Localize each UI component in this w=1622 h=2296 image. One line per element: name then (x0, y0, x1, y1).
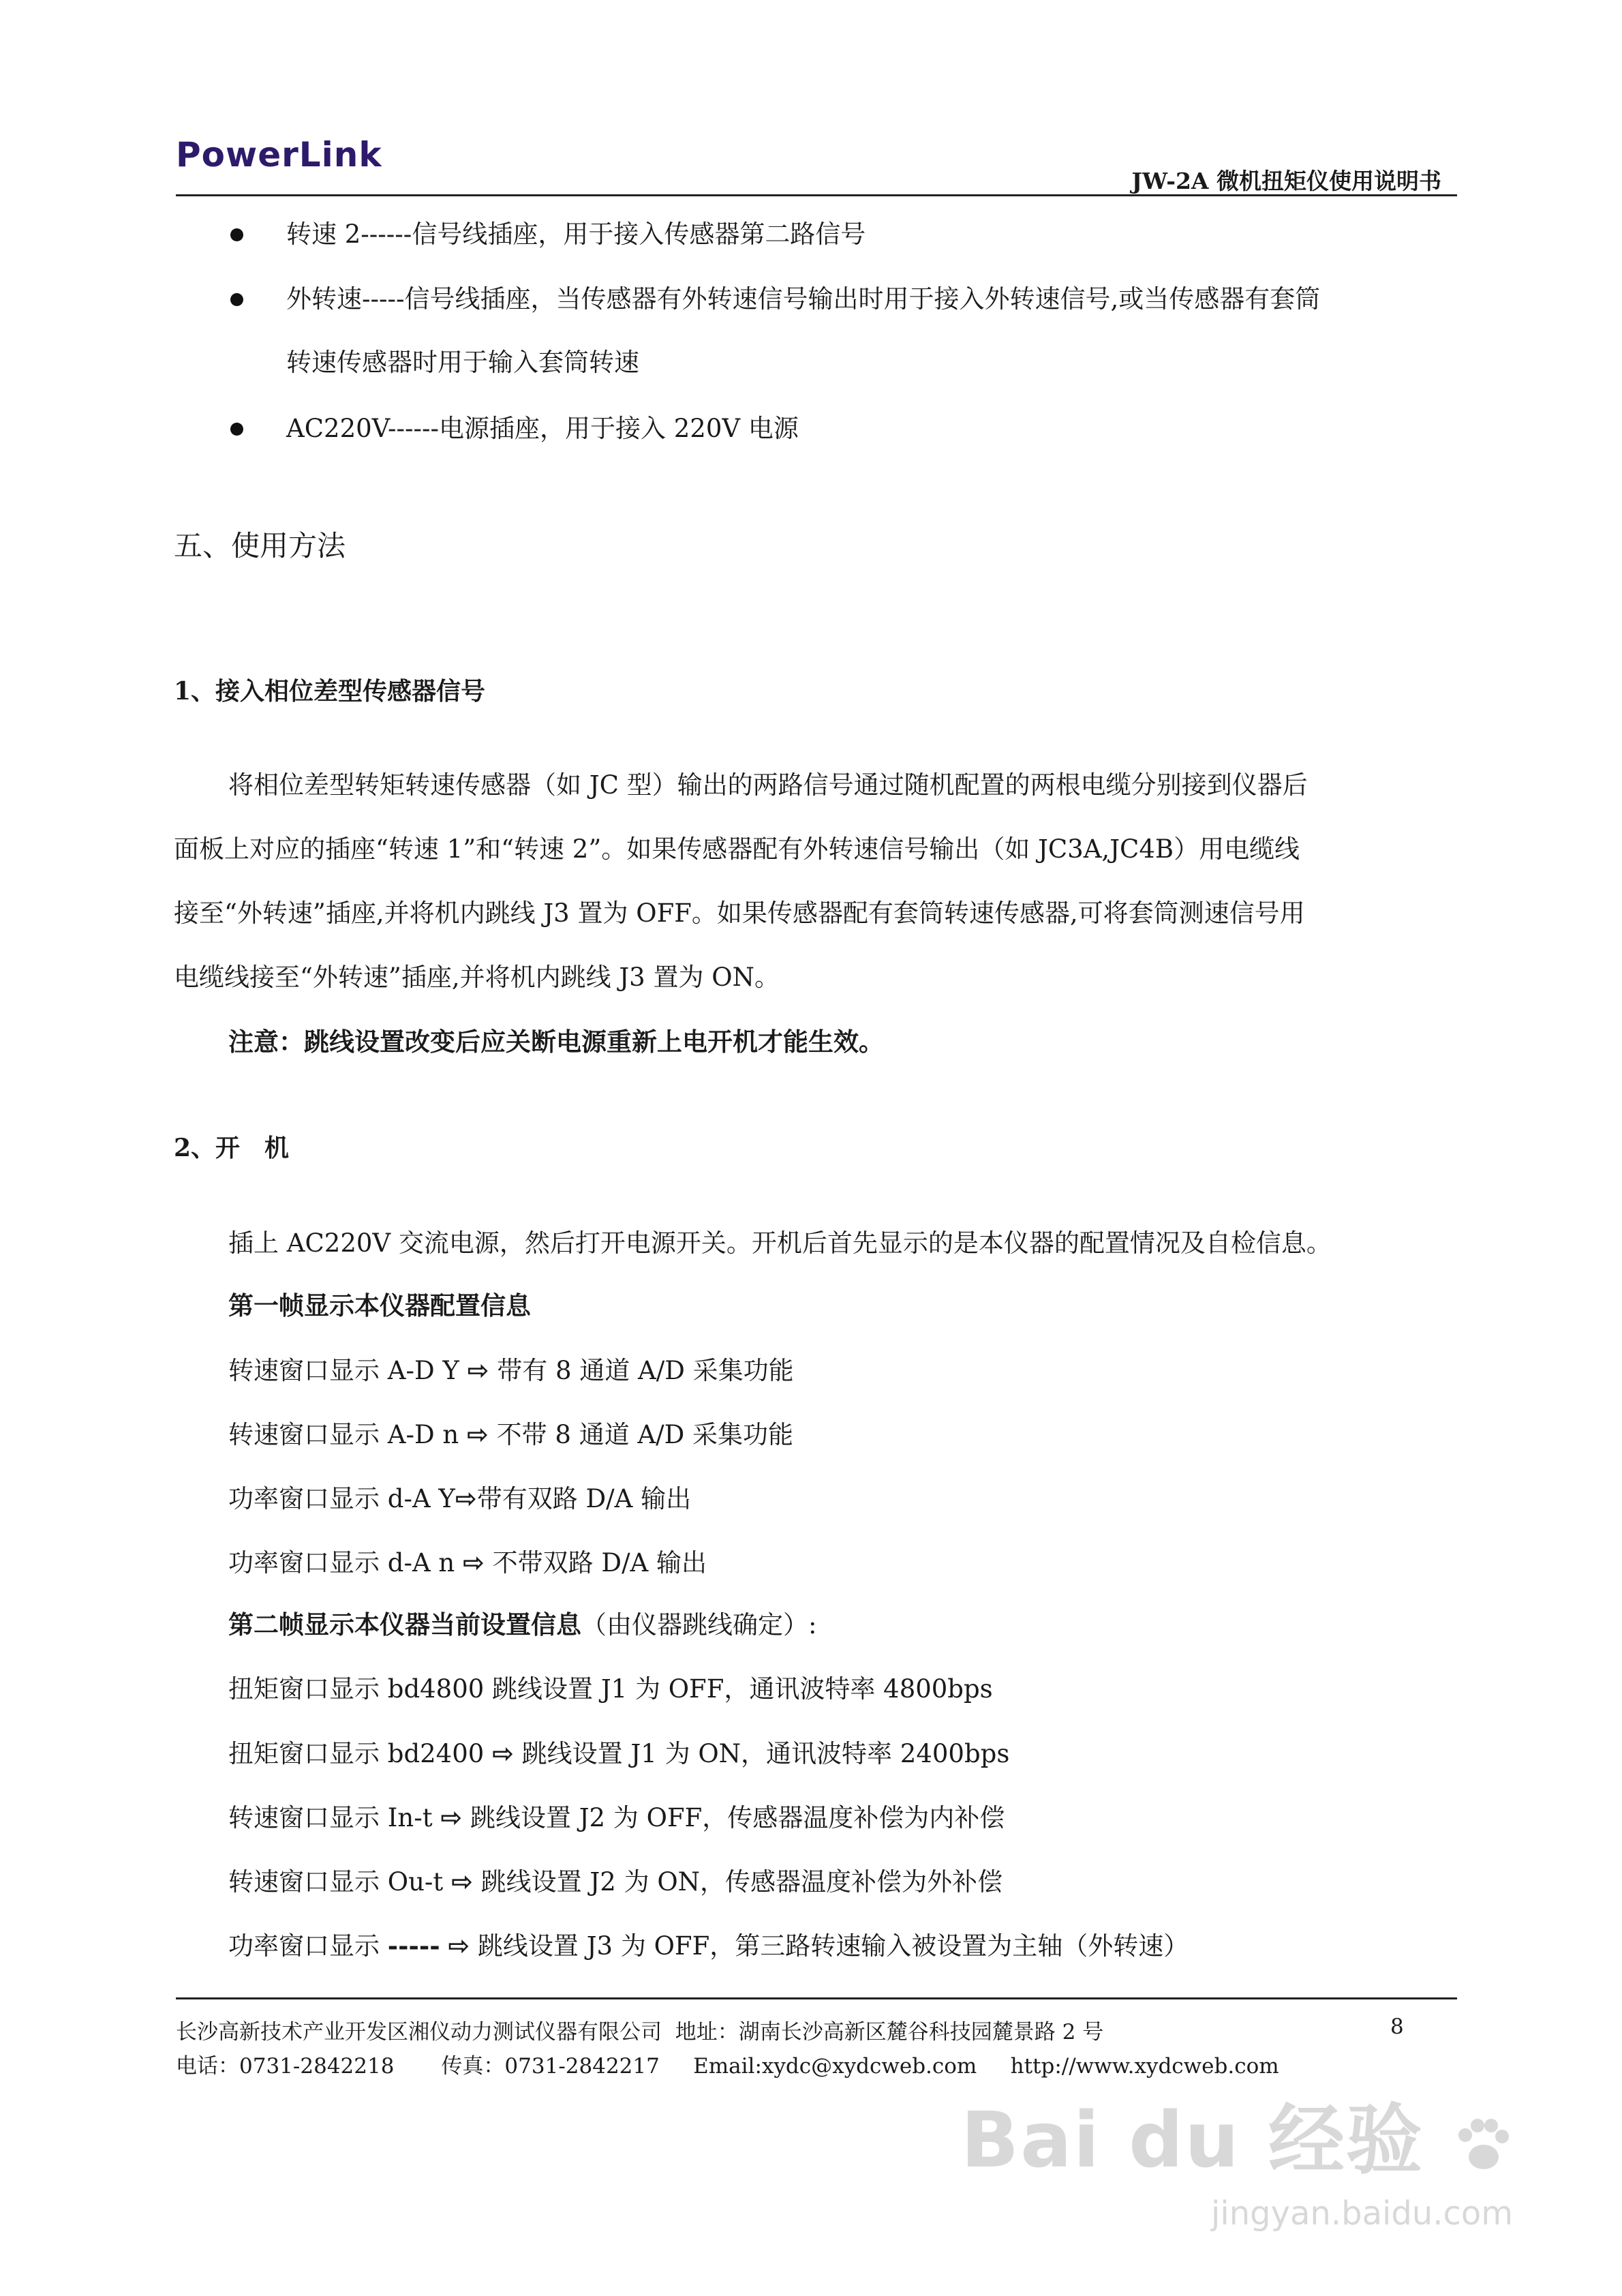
setting-left: 扭矩窗口显示 bd2400 (228, 1739, 485, 1768)
paragraph-line: 接至“外转速”插座,并将机内跳线 J3 置为 OFF。如果传感器配有套筒转速传感器,可将套筒测速信号用 (174, 898, 1305, 928)
config-right: 带有双路 D/A 输出 (476, 1484, 692, 1513)
company-name: 长沙高新技术产业开发区湘仪动力测试仪器有限公司 (176, 2020, 662, 2044)
baidu-watermark (961, 2079, 1513, 2233)
company-address: 地址：湖南长沙高新区麓谷科技园麓景路 2 号 (675, 2020, 1104, 2044)
setting-line (228, 1867, 1003, 1897)
footer-contact (176, 2049, 1279, 2079)
watermark-url: jingyan.baidu.com (1211, 2194, 1513, 2233)
note-text: 注意：跳线设置改变后应关断电源重新上电开机才能生效。 (228, 1027, 884, 1057)
setting-right: 跳线设置 J3 为 OFF，第三路转速输入被设置为主轴（外转速） (477, 1931, 1189, 1961)
setting-right: 跳线设置 J2 为 ON，传感器温度补偿为外补偿 (480, 1867, 1003, 1897)
dash-display: ----- (387, 1931, 440, 1961)
setting-right: 跳线设置 J2 为 OFF，传感器温度补偿为内补偿 (470, 1803, 1005, 1832)
config-line (228, 1421, 793, 1447)
setting-left: 转速窗口显示 In-t (228, 1803, 433, 1832)
arrow-right-icon: ⇨ (455, 1483, 477, 1513)
paragraph-line: 将相位差型转矩转速传感器（如 JC 型）输出的两路信号通过随机配置的两根电缆分别接到仪器后 (228, 770, 1308, 800)
header-rule (176, 194, 1457, 196)
bullet-icon (230, 293, 243, 306)
setting-left: 功率窗口显示 (228, 1931, 380, 1961)
setting-left: 转速窗口显示 Ou-t (228, 1867, 444, 1897)
frame-title (228, 1610, 817, 1640)
paragraph-line: 插上 AC220V 交流电源，然后打开电源开关。开机后首先显示的是本仪器的配置情况及自检信息。 (228, 1228, 1332, 1258)
bullet-item: 外转速-----信号线插座，当传感器有外转速信号输出时用于接入外转速信号,或当传感器有套筒 (286, 284, 1321, 314)
paw-icon (1452, 2115, 1513, 2176)
arrow-right-icon: ⇨ (448, 1931, 470, 1961)
document-title: JW-2A 微机扭矩仪使用说明书 (1131, 168, 1441, 194)
bullet-icon (230, 228, 243, 241)
setting-line (228, 1676, 993, 1702)
config-line (228, 1547, 707, 1577)
frame-title: 第一帧显示本仪器配置信息 (228, 1290, 531, 1320)
setting-left: 扭矩窗口显示 bd4800 跳线设置 J1 为 OFF，通讯波特率 4800bps (228, 1674, 993, 1704)
paragraph-line: 面板上对应的插座“转速 1”和“转速 2”。如果传感器配有外转速信号输出（如 JC3A,JC4B）用电缆线 (174, 834, 1300, 864)
section-title: 五、使用方法 (174, 529, 346, 562)
setting-line (228, 1933, 1189, 1959)
config-right: 带有 8 通道 A/D 采集功能 (497, 1356, 794, 1385)
footer-rule (176, 1997, 1457, 1999)
setting-line (228, 1740, 1009, 1766)
config-left: 功率窗口显示 d-A Y (228, 1484, 455, 1513)
config-left: 功率窗口显示 d-A n (228, 1548, 455, 1577)
arrow-right-icon: ⇨ (451, 1867, 473, 1897)
frame-title-main: 第二帧显示本仪器当前设置信息 (228, 1610, 581, 1640)
page-number: 8 (1390, 2014, 1404, 2039)
setting-line (228, 1804, 1005, 1830)
website[interactable]: http://www.xydcweb.com (1010, 2054, 1279, 2079)
config-left: 转速窗口显示 A-D Y (228, 1356, 459, 1385)
arrow-right-icon: ⇨ (492, 1738, 514, 1768)
bullet-icon (230, 423, 243, 436)
arrow-right-icon: ⇨ (467, 1419, 489, 1449)
config-right: 不带 8 通道 A/D 采集功能 (496, 1420, 794, 1449)
config-left: 转速窗口显示 A-D n (228, 1420, 459, 1449)
setting-right: 跳线设置 J1 为 ON，通讯波特率 2400bps (521, 1739, 1010, 1768)
config-line (228, 1357, 794, 1383)
arrow-right-icon: ⇨ (440, 1802, 463, 1832)
arrow-right-icon: ⇨ (463, 1547, 485, 1577)
bullet-item-continuation: 转速传感器时用于输入套筒转速 (286, 348, 639, 377)
config-line (228, 1485, 691, 1511)
fax: 传真：0731-2842217 (441, 2054, 660, 2079)
subsection-title: 1、接入相位差型传感器信号 (174, 677, 486, 706)
footer-company (176, 2014, 1103, 2045)
arrow-right-icon: ⇨ (467, 1355, 489, 1385)
bullet-item: AC220V------电源插座，用于接入 220V 电源 (286, 414, 799, 443)
config-right: 不带双路 D/A 输出 (492, 1548, 707, 1577)
powerlink-logo: PowerLink (176, 135, 382, 175)
frame-title-suffix: （由仪器跳线确定）: (581, 1610, 817, 1640)
paragraph-line: 电缆线接至“外转速”插座,并将机内跳线 J3 置为 ON。 (174, 963, 780, 992)
bullet-item: 转速 2------信号线插座，用于接入传感器第二路信号 (286, 220, 866, 249)
watermark-brand: Bai du 经验 (960, 2096, 1424, 2185)
email[interactable]: Email:xydc@xydcweb.com (693, 2054, 977, 2079)
phone: 电话：0731-2842218 (176, 2054, 395, 2079)
subsection-title: 2、开 机 (174, 1134, 290, 1162)
